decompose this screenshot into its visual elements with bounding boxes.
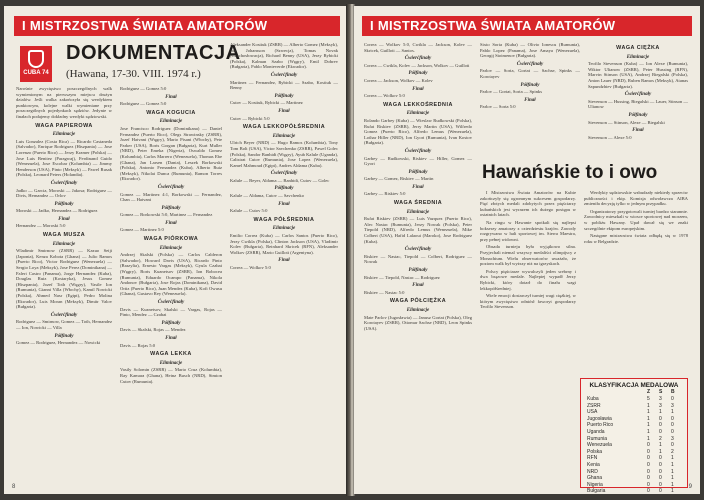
round-heading: Półfinały (408, 268, 428, 273)
right-banner: I MISTRZOSTWA ŚWIATA AMATORÓW (362, 16, 692, 36)
results-text: Correa — Jackson, Wolkov — Kolev (364, 77, 433, 83)
medal-header-gold: Z (647, 389, 651, 395)
medal-count: 2 (671, 448, 674, 455)
medal-count: 0 (647, 488, 650, 494)
medal-count: 2 (659, 435, 662, 442)
round-heading: Eliminacje (272, 226, 296, 232)
medal-country: Uganda (587, 428, 605, 435)
medal-table-title: KLASYFIKACJA MEDALOWA (589, 382, 679, 389)
results-column-3 (230, 42, 338, 482)
round-heading: Eliminacje (272, 133, 296, 139)
results-text: Stevenson — Alexe 5:0 (588, 134, 632, 140)
round-heading: Finał (278, 108, 290, 114)
medal-row (581, 436, 687, 443)
results-text: Davis — Skalski, Rojas — Mendez (120, 327, 186, 333)
article-headline: Hawańskie to i owo (482, 162, 658, 183)
medal-row (581, 429, 687, 436)
results-column-6 (588, 42, 688, 154)
results-text: Andrzej Skalski (Polska) — Carlos Calderon (Salwador), Howard Davis (USA), Ricardo Pinto (Brazylia), Ernesto Vargas (Meksyk), Gyula Czabai (Węgry), Boris Kuznetsov (ZSRR), Ion Bobocea (Rumunia), Eduardo Ocampo (Panama), Nikola Andonov (Bułgaria), Jose Rojas (Dominikana), David Ortiz (Puerto Rico), Juan Mendez (Kuba), Kofi Owusu (Ghana), Gustavo Rey (Wenezuela). (120, 252, 222, 297)
results-text: Vasily Solomin (ZSRR) — Mario Cruz (Kolumbia), Ray Kamara (Ghana), Heinz Busch (NRD), Simion Cutov (Rumunia). (120, 367, 222, 384)
round-heading: Finał (632, 128, 644, 134)
medal-table (580, 378, 688, 494)
results-column-5 (480, 42, 580, 154)
round-heading: Półfinały (161, 320, 181, 326)
weight-class-heading: WAGA CIĘŻKA (616, 45, 660, 51)
article-column-2 (584, 190, 688, 374)
article-paragraph: Na ringu w Hawanie spotkali się najlepsi bokserzy amatorzy z czterdziestu krajów. Zawody rozgrywano w hali sportowej im. Sierra Maestra, przy pełnej widowni. (480, 219, 576, 242)
medal-count: 0 (647, 448, 650, 455)
article-paragraph: Obsada turnieju była wyjątkowo silna. Przyjechali niemal wszyscy medaliści olimpijscy z Monachium. Wielu obserwatorów uważało, że poziom walk był wyższy niż na igrzyskach. (480, 244, 576, 267)
round-heading: Ćwierćfinały (50, 312, 78, 318)
round-heading: Ćwierćfinały (270, 171, 298, 177)
round-heading: Finał (412, 283, 424, 289)
medal-country: Kuba (587, 396, 599, 402)
round-heading: Półfinały (54, 333, 74, 339)
round-heading: Finał (165, 220, 177, 226)
results-text: Teofilo Stevenson (Kuba) — Ion Alexe (Rumunia), Wiktor Ulianow (ZSRR), Peter Hussing (RFN), Marvin Stinson (USA), Andrzej Biegalski (Polska), Anton Lauer (NRD), Ruben Ramos (Meksyk), Atanas Sapundzhiev (Bułgaria). (588, 61, 688, 89)
medal-count: 1 (659, 409, 662, 416)
medal-country: Rumunia (587, 435, 608, 442)
medal-row (581, 409, 687, 416)
results-text: Garbey — Riskiev 5:0 (364, 191, 406, 197)
results-text: Mate Parlov (Jugosławia) — Janusz Gortat (Polska), Oleg Korotayev (ZSRR), Ottomar Sachse (NRD), Leon Spinks (USA). (364, 314, 472, 331)
round-heading: Ćwierćfinały (516, 61, 544, 67)
results-text: Davis — Rojas 5:0 (120, 342, 156, 348)
medal-header-silver: S (659, 389, 663, 395)
results-text: Gomez — Martinez 5:0 (120, 227, 164, 233)
results-text: Emilio Correa (Kuba) — Carlos Santos (Puerto Rico), Jerzy Cwikla (Polska), Clinton Jackson (USA), Vladimir Kolev (Bułgaria), Reinhard Skricek (RFN), Aleksander Wolkov (ZSRR), Mario Guilloti (Argentyna). (230, 233, 338, 255)
results-text: Narośnie zwycięstwo poszczególnych walk wymienionym na pierwszym miejscu drużyn dzialów. Jeśli walka zakończyła się werdyktem punktowym, kolejne walki wymieniane przy poszczególnych pojedynkach sędziów. Jedynie w finałach podajemy dokładny werdykt sędziowski. (16, 86, 112, 119)
results-text: Correa — Wolkov 5:0, Cwikla — Jackson, Kolev — Skricek, Guilloti — Santos. (364, 42, 472, 53)
results-text: Kalule — Cutov 5:0 (230, 208, 268, 214)
round-heading: Eliminacje (52, 132, 76, 138)
medal-country: Bułgaria (587, 488, 606, 494)
results-text: Parlov — Gortat, Soria — Spinks (480, 89, 543, 95)
round-heading: Ćwierćfinały (50, 180, 78, 186)
results-text: Stevenson — Hussing, Biegalski — Lauer, Stinson — Ulianow (588, 98, 688, 110)
medal-row (581, 475, 687, 482)
page-number: 8 (12, 484, 16, 490)
medal-country: RFN (587, 455, 598, 462)
medal-country: ZSRR (587, 402, 601, 409)
results-text: Garbey — Gomez, Riskiev — Martin (364, 176, 434, 182)
round-heading: Finał (278, 201, 290, 207)
medal-count: 0 (647, 468, 650, 475)
medal-row (581, 462, 687, 469)
medal-count: 0 (647, 475, 650, 482)
medal-count: 0 (659, 488, 662, 494)
results-column-4 (364, 42, 472, 482)
results-text: Kalule — Beyer, Aldama — Banhidi, Cutov — Golec (230, 177, 330, 183)
medal-count: 0 (659, 422, 662, 429)
left-page (4, 6, 348, 494)
weight-class-heading: WAGA LEKKA (150, 351, 192, 358)
article-column-1 (480, 190, 576, 482)
round-heading: Półfinały (161, 205, 181, 211)
weight-class-heading: WAGA MUSZA (42, 232, 86, 239)
medal-count: 0 (647, 461, 650, 468)
medal-count: 5 (647, 396, 650, 402)
weight-class-heading: WAGA PAPIEROWA (35, 122, 93, 129)
round-heading: Finał (165, 335, 177, 341)
medal-count: 0 (647, 455, 650, 462)
medal-count: 1 (647, 415, 650, 422)
medal-count: 1 (671, 409, 674, 416)
medal-row (581, 422, 687, 429)
results-text: Luis Gonzalez (Costa Rica) — Ricardo Castaneda (Salvador), Enrique Rodriguez (Hiszpania) — Jose Lorenzo (Puerto Rico) — Jerzy Kramer (Polska) — Jose Luis Benitez (Paragwaj), Ferdinand Guido (Wenezuela), Jose Escobar (Kolumbia) — Jimmy Henderson (USA), Pinto (Meksyk) — Pawel Rusak (Polska), Leonard Peters (Holandia). (16, 138, 112, 178)
medal-count: 3 (659, 402, 662, 409)
results-text: Riskiev — Tiepold, Nastac — Rodriguez (364, 274, 440, 280)
medal-count: 0 (659, 475, 662, 482)
medal-country: Nigeria (587, 481, 603, 488)
medal-count: 0 (671, 442, 674, 449)
round-heading: Półfinały (274, 186, 294, 192)
results-text: Garbey — Rudkowski, Riskiev — Hiller, Gomez — Gyori (364, 155, 472, 167)
results-text: Riskiev — Nastac 5:0 (364, 289, 405, 295)
medal-count: 0 (671, 396, 674, 402)
round-heading: Eliminacje (406, 307, 430, 313)
results-text: Cutov — Rybicki 5:0 (230, 115, 270, 121)
weight-class-heading: WAGA LEKKOŚREDNIA (383, 101, 453, 108)
round-heading: Ćwierćfinały (270, 72, 298, 78)
medal-row (581, 482, 687, 489)
results-text: Rodriguez — Gomez 5:0 (120, 101, 167, 107)
medal-count: 0 (647, 442, 650, 449)
round-heading: Ćwierćfinały (404, 148, 432, 154)
results-text: Gomez — Rodriguez, Hernandez — Nowicki (16, 340, 101, 346)
results-text: Sixto Soria (Kuba) — Olivio Ionescu (Rumunia), Pablo Lopez (Panama), Jose Amaya (Wenezuela), Georgij Stoimenov (Bułgaria). (480, 42, 580, 59)
results-text: Rodriguez — Smirnow, Gomez — Toth, Hernandez — Ion, Nowicki — Villa (16, 319, 112, 330)
medal-count: 1 (671, 455, 674, 462)
medal-count: 1 (659, 442, 662, 449)
results-text: Wladimir Smirnow (ZSRR) — Kazuo Seiji (Japonia), Kenza Kobota (Ghana) — Julio Ramos (Puerto Rico), Victor Rodriguez (Wenezuela) — Sergio Loya (Meksyk), Jose Perez (Dominikana) — Faleri Castro (Panama), Jorge Hernandez (Kuba), Douglas Ruiz (Kostaryka), Jesus Gomez (Hiszpania), Jozef Toth (Węgry), Vasile Ion (Rumunia), Gianni Villa (Włochy), Kamil Nowicki (Polska), Ahmed Nasr (Egipt), Pedro Molina (Ekwador), Luis Moran (Meksyk), Dimitr Valov (Bułgaria). (16, 248, 112, 310)
round-heading: Eliminacje (406, 209, 430, 215)
round-heading: Finał (412, 86, 424, 92)
round-heading: Eliminacje (159, 119, 183, 125)
results-column-2 (120, 86, 222, 482)
medal-row (581, 469, 687, 476)
results-text: Rufat Riskiev (ZSRR) — Luis Vazquez (Puerto Rico), Alec Nastac (Rumunia), Jerzy Nowak (Polska), Peter Tiepold (NRD), Alfredo Lemus (Wenezuela), Mike Colbert (USA), Hafid Lalaoui (Maroko), Jose Rodriguez (Kuba). (364, 216, 472, 244)
page-number: 9 (688, 484, 692, 490)
medal-count: 0 (671, 415, 674, 422)
medal-row (581, 396, 687, 403)
medal-count: 1 (647, 402, 650, 409)
medal-country: Jugosławia (587, 415, 612, 422)
results-text: Davis — Kuznetsov, Skalski — Vargas, Rojas — Pinto, Mendez — Czabai (120, 306, 222, 318)
weight-class-heading: WAGA KOGUCIA (146, 109, 196, 116)
round-heading: Finał (524, 97, 536, 103)
round-heading: Półfinały (408, 71, 428, 77)
results-text: Rodriguez — Gomez 5:0 (120, 86, 167, 91)
medal-count: 3 (671, 402, 674, 409)
medal-count: 3 (659, 396, 662, 402)
medal-count: 0 (659, 481, 662, 488)
results-text: Jadko — Garcia, Moroski — Jakosa; Rodriguez — Divis, Hernandez — Orlov (16, 187, 112, 199)
logo-caption: CUBA 74 (23, 70, 49, 76)
medal-count: 1 (671, 461, 674, 468)
round-heading: Półfinały (54, 201, 74, 207)
medal-count: 0 (659, 468, 662, 475)
medal-country: Ghana (587, 475, 603, 482)
medal-count: 1 (671, 475, 674, 482)
medal-count: 0 (671, 428, 674, 435)
medal-country: Polska (587, 448, 603, 455)
page-subtitle: (Hawana, 17-30. VIII. 1974 r.) (66, 68, 201, 80)
round-heading: Ćwierćfinały (404, 56, 432, 62)
results-text: Martinez — Fernandez, Rybicki — Szabo, Kostiuk — Benny (230, 79, 338, 91)
medal-count: 0 (659, 428, 662, 435)
round-heading: Finał (412, 184, 424, 190)
round-heading: Półfinały (520, 82, 540, 88)
weight-class-heading: WAGA PIÓRKOWA (143, 236, 199, 243)
results-text: Parlov — Soria, Gortat — Sachse, Spinks — Korotayev (480, 68, 580, 79)
medal-count: 1 (671, 481, 674, 488)
article-paragraph: Następne mistrzostwa świata odbędą się w 1978 roku w Belgradzie. (584, 233, 688, 244)
results-text: Moroski — Jadko, Hernandez — Rodriguez (16, 208, 98, 214)
round-heading: Ćwierćfinały (624, 92, 652, 98)
round-heading: Półfinały (274, 93, 294, 99)
round-heading: Ćwierćfinały (157, 184, 185, 190)
emblem-icon (28, 50, 44, 68)
results-text: Correa — Cwikla, Kolev — Jackson, Wolkov — Guilloti (364, 62, 470, 68)
results-text: Parlov — Soria 5:0 (480, 104, 516, 110)
round-heading: Eliminacje (406, 111, 430, 117)
medal-table-rows (581, 396, 687, 494)
medal-count: 1 (647, 435, 650, 442)
medal-count: 1 (647, 428, 650, 435)
medal-country: NRD (587, 468, 598, 475)
results-text: Riskiev — Nastac, Tiepold — Colbert, Rodriguez — Nowak (364, 253, 472, 265)
left-banner: I MISTRZOSTWA ŚWIATA AMATORÓW (14, 16, 340, 36)
article-paragraph: Polscy pięściarze wywalczyli jeden srebrny i dwa brązowe medale. Najlepiej wypadł Jerzy Rybicki, który dotarł do finału wagi lekkopółśredniej. (480, 268, 576, 291)
round-heading: Eliminacje (52, 241, 76, 247)
medal-country: Wenezuela (587, 442, 612, 449)
cuba-74-logo (20, 46, 52, 82)
results-text: Gomez — Martinez 4:1, Borkowski — Fernandez, Chan — Hatvani (120, 191, 222, 203)
medal-row (581, 442, 687, 449)
medal-row (581, 449, 687, 456)
article-paragraph: Werdykty sędziowskie wzbudzały niekiedy sprzeciw publiczności i ekip. Komisja odwoławcza AIBA zmieniła decyzję tylko w jednym przypadku. (584, 190, 688, 207)
page-title: DOKUMENTACJA (66, 42, 241, 64)
results-text: Stevenson — Stinson, Alexe — Biegalski (588, 119, 665, 125)
round-heading: Półfinały (628, 112, 648, 118)
article-paragraph: I Mistrzostwa Świata Amatorów na Kubie zakończyły się ogromnym sukcesem gospodarzy. Pięć złotych medali zdobytych przez pięściarzy kubańskich jest wyrazem ich dużego postępu w ostatnich latach. (480, 190, 576, 218)
round-heading: Finał (58, 216, 70, 222)
medal-count: 1 (671, 488, 674, 494)
medal-count: 0 (659, 461, 662, 468)
round-heading: Finał (165, 94, 177, 100)
medal-country: USA (587, 409, 598, 416)
round-heading: Eliminacje (159, 360, 183, 366)
medal-table-header (581, 389, 687, 396)
weight-class-heading: WAGA PÓŁŚREDNIA (253, 216, 315, 223)
round-heading: Ćwierćfinały (157, 300, 185, 305)
medal-row (581, 416, 687, 423)
medal-count: 0 (659, 415, 662, 422)
round-heading: Finał (278, 258, 290, 264)
medal-header-bronze: B (671, 389, 675, 395)
weight-class-heading: WAGA LEKKOPÓŁŚREDNIA (242, 124, 326, 131)
right-page (354, 6, 700, 494)
medal-count: 1 (659, 448, 662, 455)
medal-count: 0 (659, 455, 662, 462)
results-text: Jose Francisco Rodriguez (Dominikana) — Daniel Fernandez (Puerto Rico), Olegs Strawinsky (ZSRR), Jozef Hatvani (Węgry), Mario Pisani (Włochy), Pete Parker (USA), Boris Gorgan (Bułgaria), Kurt Muller (NRD), Peter Emeka (Nigeria), Oswaldo Gomez (Kolumbia), Carlos Marrero (Wenezuela), Thomas Ebe (Ghana), Jan Larsen (Dania), Leszek Borkowski (Polska), Antonio Fernandez (Kuba), Alberto Ruiz (Meksyk), Nikolai Dunca (Rumunia), Ramon Torres (Ekwador). (120, 125, 222, 182)
medal-count: 1 (671, 468, 674, 475)
medal-count: 1 (647, 422, 650, 429)
weight-class-heading: WAGA ŚREDNIA (393, 200, 443, 207)
results-text: Gomez — Borkowski 5:0, Martinez — Fernandez (120, 212, 213, 218)
weight-class-heading: WAGA PÓŁCIĘŻKA (389, 298, 447, 305)
results-text: Rolando Garbey (Kuba) — Wieslaw Rudkowski (Polska), Rufat Riskiev (ZSRR), Jerry Martin (USA), Wilfredo Gomez (Puerto Rico), Alfredo Lemus (Wenezuela), Lothar Hiller (NRD), Ion Gyori (Rumunia), Ivan Kostov (Bułgaria). (364, 117, 472, 146)
round-heading: Półfinały (408, 169, 428, 175)
article-paragraph: Wiele emocji dostarczył turniej wagi ciężkiej, w którym zwycięstwo odniósł faworyt gospodarzy Teofilo Stevenson. (480, 293, 576, 310)
results-text: Ulrich Beyer (NRD) — Hugo Ramos (Kolumbia), Tony Tom Bolt (USA), Victor Savchenko (ZSRR), Pawel Golec (Polska), Sandor Banhidi (Węgry), Ayub Kalule (Uganda), Calistrat Cutov (Rumunia), Jose Lopez (Wenezuela), Kamel Mahmoud (Egipt), Andres Aldama (Kuba). (230, 140, 338, 168)
medal-count: 0 (671, 422, 674, 429)
medal-country: Kenia (587, 461, 600, 468)
medal-count: 3 (671, 435, 674, 442)
results-text: Correa — Wolkov 5:0 (364, 93, 405, 99)
results-text: Aleksander Kostiuk (ZSRR) — Alberto Gomez (Meksyk), Jan Johansson (Szwecja), Tomas Novak (Czechosłowacja), Richard Benny (USA), Jerzy Rybicki (Polska), Kalman Szabo (Węgry), Emil Dobrev (Bułgaria), Pablo Monteverde (Ekwador). (230, 42, 338, 70)
round-heading: Ćwierćfinały (404, 247, 432, 253)
results-text: Correa — Wolkov 5:0 (230, 265, 271, 270)
medal-count: 0 (647, 481, 650, 488)
round-heading: Eliminacje (626, 54, 650, 60)
results-text: Cutov — Kostiuk, Rybicki — Martinez (230, 100, 303, 106)
results-text: Hernandez — Moroski 5:0 (16, 223, 66, 229)
medal-row (581, 488, 687, 494)
medal-count: 1 (647, 409, 650, 416)
medal-row (581, 403, 687, 410)
article-paragraph: Organizatorzy przygotowali turniej bardzo starannie. Zawodnicy mieszkali w wiosce sportowej nad morzem, w pobliżu Hawany. Upał dawał się we znaki szczególnie ekipom europejskim. (584, 208, 688, 231)
round-heading: Eliminacje (159, 245, 183, 251)
medal-country: Puerto Rico (587, 422, 614, 429)
results-column-1 (16, 86, 112, 482)
medal-row (581, 455, 687, 462)
results-text: Kalule — Aldama, Cutov — Savchenko (230, 193, 304, 199)
